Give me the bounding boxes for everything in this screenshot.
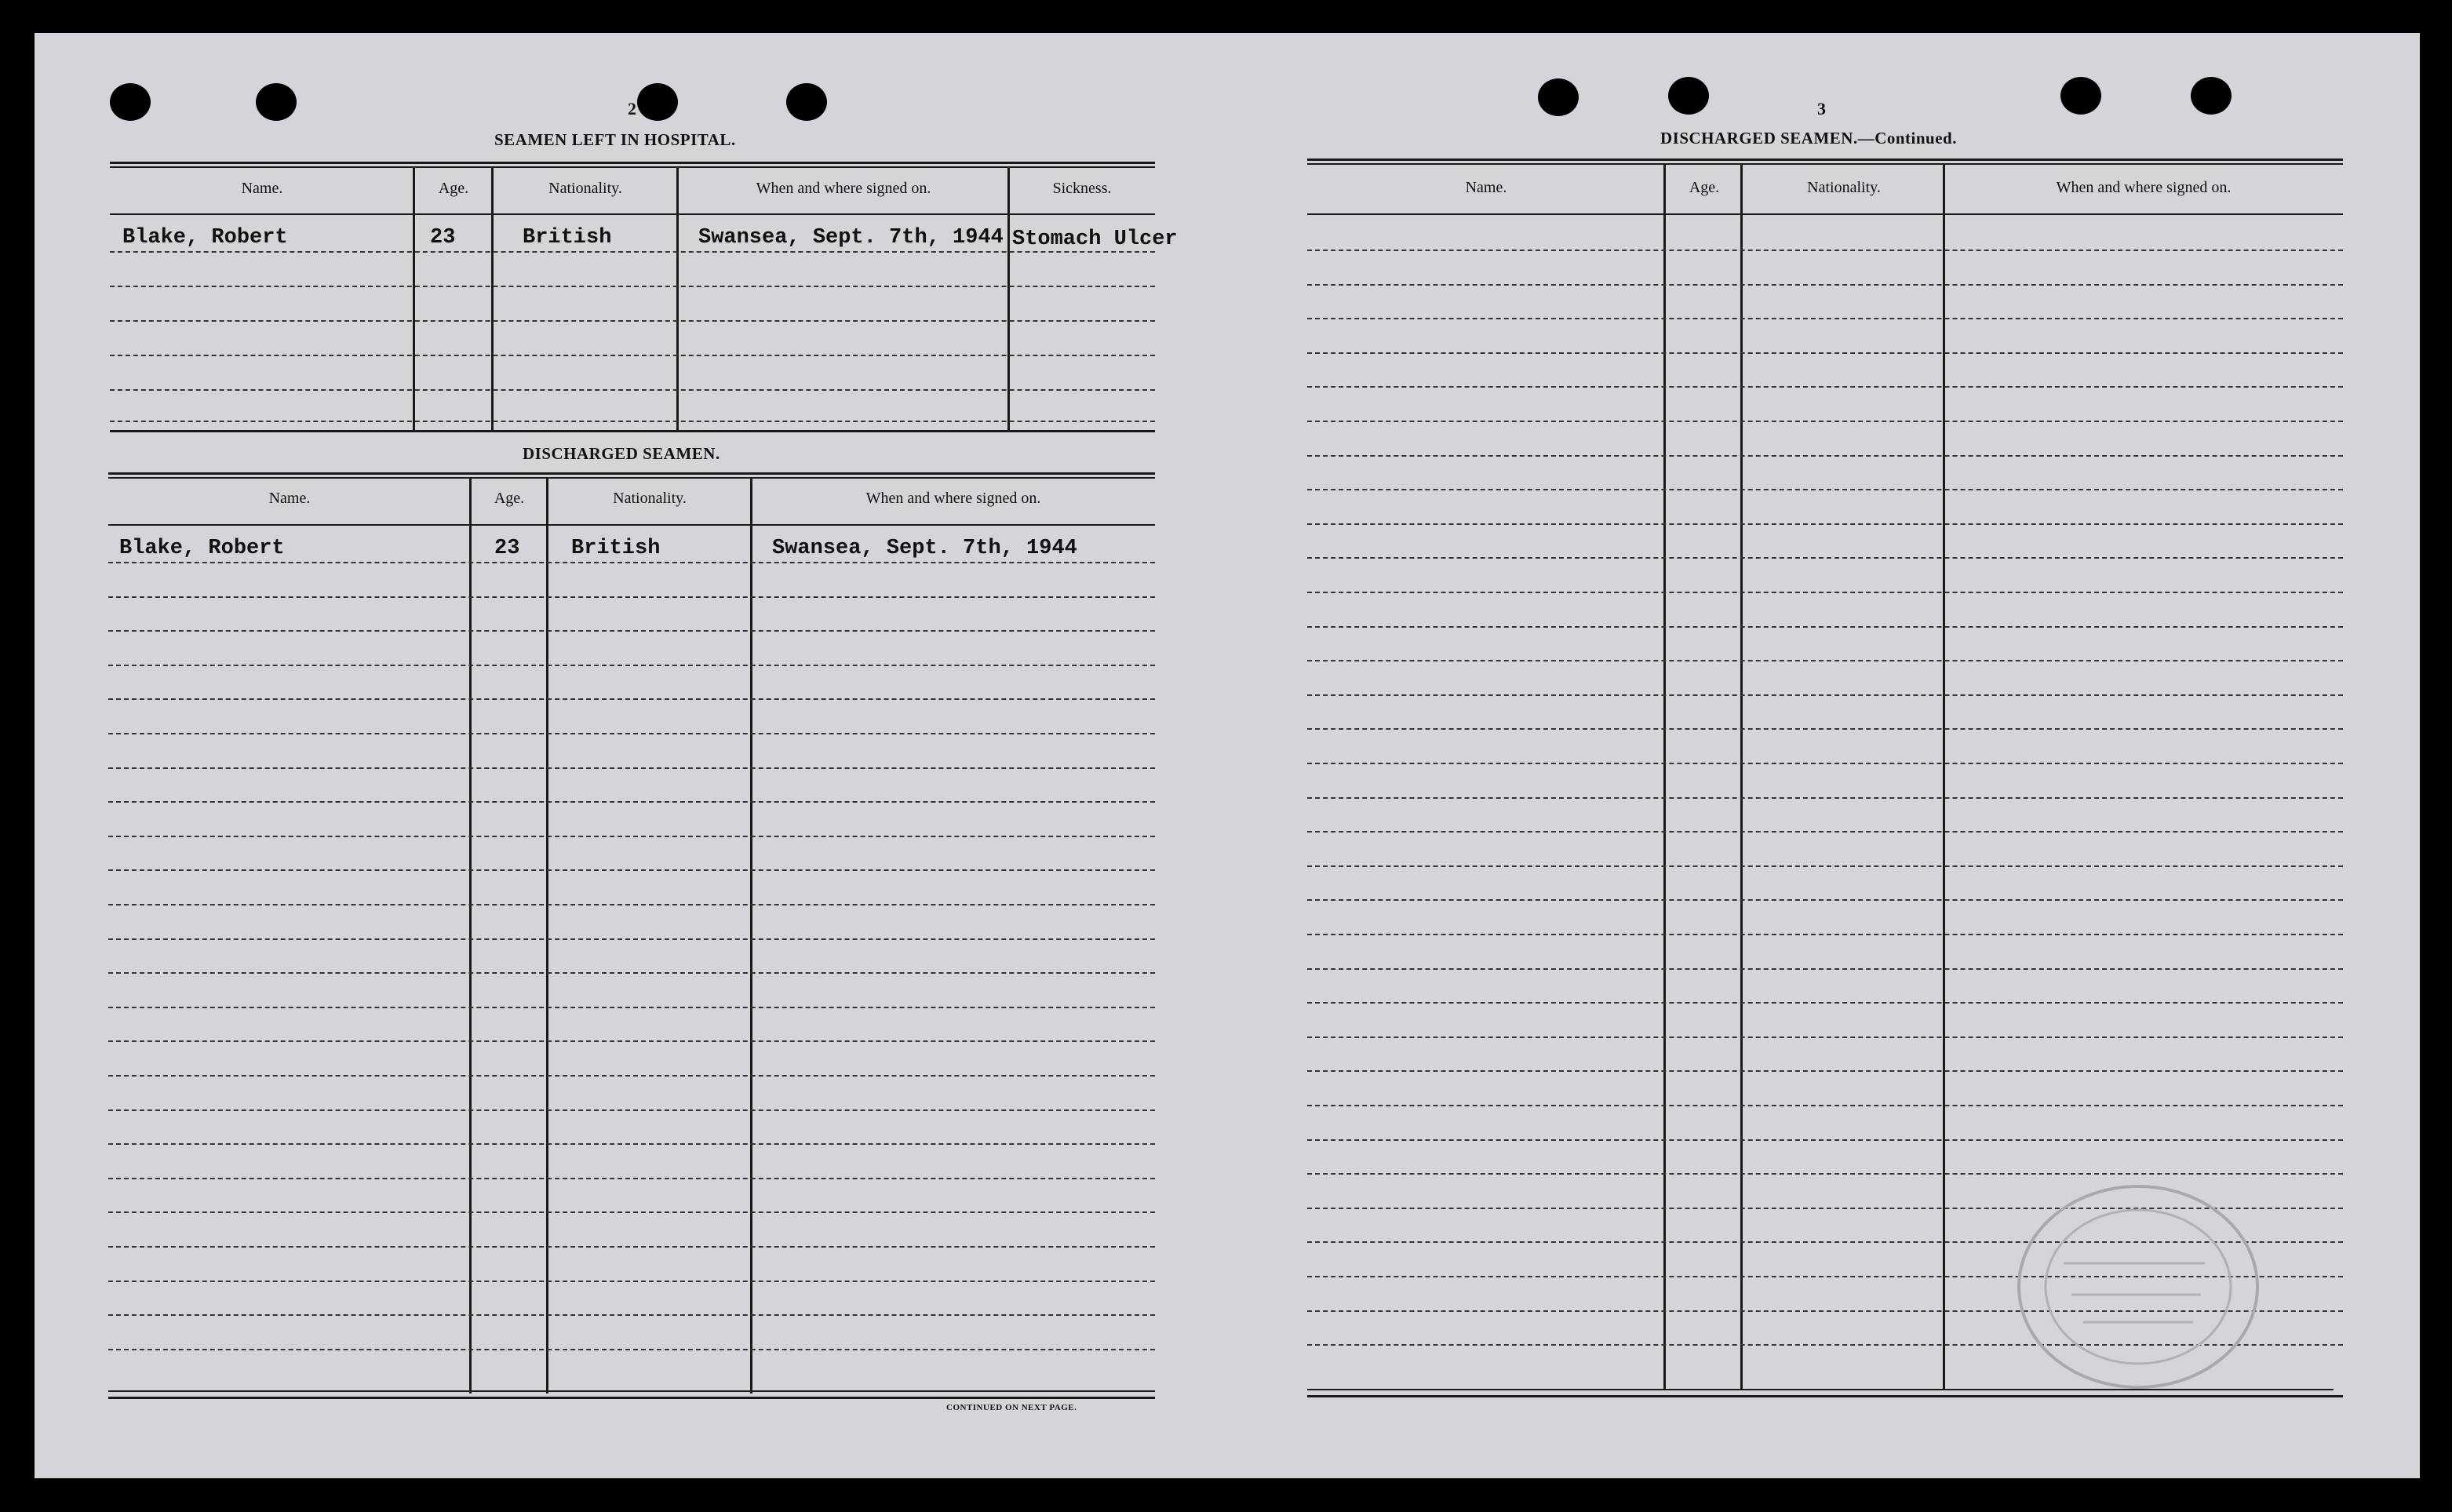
ruled-line (1307, 797, 2343, 799)
punch-hole-icon (1668, 77, 1709, 115)
punch-hole-icon (256, 83, 297, 121)
ruled-line (1307, 523, 2343, 525)
hospital-col-divider (413, 168, 415, 432)
ruled-line (1307, 489, 2343, 490)
discharged-section-title: DISCHARGED SEAMEN. (523, 444, 720, 463)
ruled-line (108, 1007, 1155, 1008)
continued-footnote: CONTINUED ON NEXT PAGE. (946, 1403, 1077, 1412)
ruled-line (1307, 284, 2343, 286)
ruled-line (1307, 831, 2343, 833)
customs-stamp-icon (2009, 1177, 2268, 1397)
ruled-line (1307, 1002, 2343, 1004)
ruled-line (108, 562, 1155, 563)
ruled-line (108, 596, 1155, 598)
right-col-divider (1943, 165, 1945, 1390)
hospital-top-rule (110, 166, 1155, 168)
ruled-line (1307, 455, 2343, 457)
ruled-line (108, 1075, 1155, 1077)
discharged-bottom-rule (108, 1390, 1155, 1392)
ruled-line (108, 1211, 1155, 1213)
discharged-entry-age: 23 (494, 537, 520, 560)
punch-hole-icon (2060, 77, 2101, 115)
ruled-line (1307, 1173, 2343, 1175)
right-col-name: Name. (1465, 179, 1507, 196)
ruled-line (1307, 1139, 2343, 1141)
ruled-line (110, 286, 1155, 287)
ruled-line (108, 1314, 1155, 1316)
ruled-line (110, 389, 1155, 391)
discharged-col-divider (546, 479, 548, 1394)
hospital-col-age: Age. (438, 180, 469, 197)
ruled-line (108, 733, 1155, 734)
ruled-line (1307, 899, 2343, 901)
ruled-line (108, 767, 1155, 769)
ruled-line (108, 630, 1155, 632)
ruled-line (108, 972, 1155, 974)
ruled-line (1307, 557, 2343, 559)
discharged-col-signed-on: When and where signed on. (865, 490, 1041, 507)
discharged-col-name: Name. (268, 490, 311, 507)
discharged-top-rule (108, 477, 1155, 479)
left-page-number: 2 (628, 99, 636, 118)
right-top-rule (1307, 163, 2343, 165)
right-top-rule (1307, 158, 2343, 161)
hospital-col-signed-on: When and where signed on. (756, 180, 931, 197)
right-header-rule (1307, 213, 2343, 215)
discharged-continued-title: DISCHARGED SEAMEN.—Continued. (1660, 129, 1957, 148)
ruled-line (108, 665, 1155, 666)
discharged-top-rule (108, 472, 1155, 475)
discharged-col-age: Age. (494, 490, 525, 507)
discharged-bottom-rule (108, 1397, 1155, 1399)
hospital-entry-sickness: Stomach Ulcer (1012, 228, 1178, 251)
ruled-line (110, 320, 1155, 322)
discharged-entry-signed-on: Swansea, Sept. 7th, 1944 (772, 537, 1077, 560)
hospital-col-nationality: Nationality. (548, 180, 622, 197)
ruled-line (108, 1178, 1155, 1179)
ruled-line (108, 904, 1155, 905)
ruled-line (108, 1246, 1155, 1248)
right-col-divider (1663, 165, 1666, 1390)
ruled-line (108, 1109, 1155, 1111)
ruled-line (1307, 352, 2343, 354)
ruled-line (1307, 1105, 2343, 1106)
ruled-line (1307, 1037, 2343, 1038)
hospital-col-name: Name. (241, 180, 283, 197)
hospital-header-rule (110, 213, 1155, 215)
discharged-col-divider (469, 479, 472, 1394)
discharged-entry-nationality: British (571, 537, 661, 560)
ruled-line (108, 1143, 1155, 1145)
ruled-line (1307, 592, 2343, 593)
right-col-nationality: Nationality. (1807, 179, 1881, 196)
ruled-line (1307, 763, 2343, 764)
discharged-col-nationality: Nationality. (613, 490, 687, 507)
ruled-line (108, 1349, 1155, 1350)
ruled-line (1307, 660, 2343, 661)
ruled-line (1307, 1070, 2343, 1072)
ruled-line (1307, 694, 2343, 696)
hospital-top-rule (110, 162, 1155, 164)
discharged-entry-name: Blake, Robert (119, 537, 285, 560)
ruled-line (1307, 318, 2343, 319)
ruled-line (108, 836, 1155, 837)
ruled-line (1307, 386, 2343, 388)
ruled-line (108, 801, 1155, 803)
ruled-line (1307, 626, 2343, 628)
hospital-col-divider (491, 168, 494, 432)
right-col-age: Age. (1689, 179, 1720, 196)
punch-hole-icon (637, 83, 678, 121)
punch-hole-icon (1538, 78, 1579, 116)
ruled-line (110, 421, 1155, 422)
discharged-col-divider (750, 479, 752, 1394)
ruled-line (1307, 728, 2343, 730)
ruled-line (1307, 421, 2343, 422)
ruled-line (110, 251, 1155, 253)
ruled-line (1307, 968, 2343, 970)
punch-hole-icon (786, 83, 827, 121)
ruled-line (1307, 250, 2343, 251)
ruled-line (108, 698, 1155, 700)
right-col-signed-on: When and where signed on. (2056, 179, 2232, 196)
punch-hole-icon (2191, 77, 2232, 115)
hospital-bottom-rule (110, 430, 1155, 432)
discharged-header-rule (108, 524, 1155, 526)
hospital-entry-name: Blake, Robert (122, 226, 288, 250)
hospital-entry-age: 23 (430, 226, 456, 250)
hospital-col-sickness: Sickness. (1052, 180, 1112, 197)
hospital-col-divider (676, 168, 679, 432)
ruled-line (110, 355, 1155, 356)
hospital-section-title: SEAMEN LEFT IN HOSPITAL. (494, 130, 736, 149)
ruled-line (108, 938, 1155, 940)
right-col-divider (1740, 165, 1743, 1390)
ruled-line (1307, 934, 2343, 935)
ruled-line (108, 869, 1155, 871)
punch-hole-icon (110, 83, 151, 121)
ruled-line (1307, 865, 2343, 867)
ruled-line (108, 1281, 1155, 1282)
hospital-entry-nationality: British (523, 226, 612, 250)
ruled-line (108, 1040, 1155, 1042)
right-page-number: 3 (1817, 99, 1826, 118)
hospital-col-divider (1007, 168, 1010, 432)
hospital-entry-signed-on: Swansea, Sept. 7th, 1944 (698, 226, 1004, 250)
